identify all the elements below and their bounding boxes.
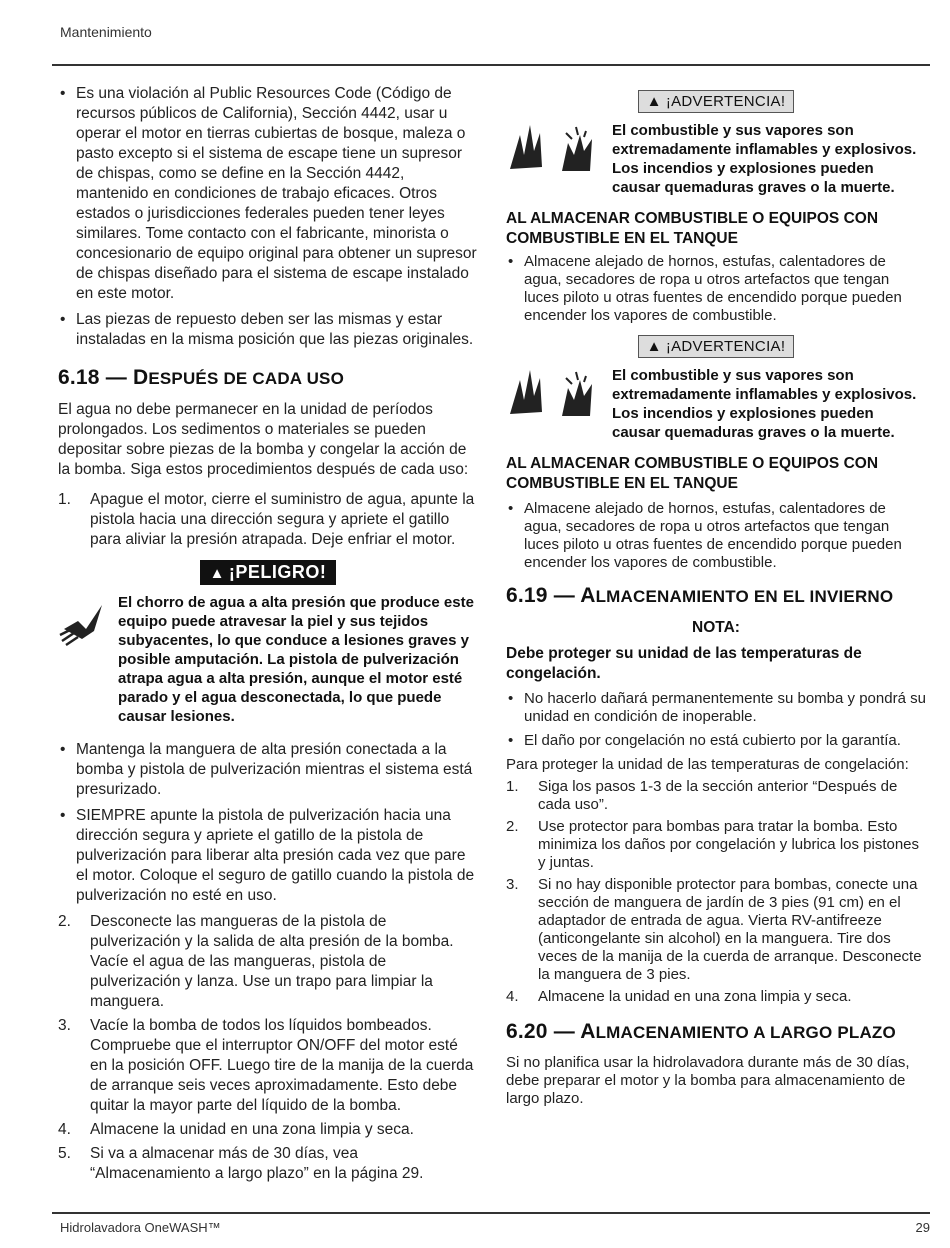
left-column <box>58 84 478 1188</box>
list-item: • El daño por congelación no está cubierto por la garantía. <box>506 732 926 750</box>
warning-text: El combustible y sus vapores son extremadamente inflamables y explosivos. Los incendios y explosiones pueden causar quemaduras graves o la muerte. <box>612 122 917 196</box>
section-heading-6-20: 6.20 — ALMACENAMIENTO A LARGO PLAZO <box>506 1020 896 1043</box>
list-item: 1. Siga los pasos 1-3 de la sección anterior “Después de cada uso”. <box>506 778 898 813</box>
section-heading-6-18: 6.18 — DESPUÉS DE CADA USO <box>58 366 345 389</box>
intro-bullet-list <box>58 84 478 350</box>
header-rule <box>52 64 930 66</box>
list-item: 4. Almacene la unidad en una zona limpia y seca. <box>506 988 852 1005</box>
running-header: Mantenimiento <box>60 24 152 40</box>
high-pressure-spray-icon <box>58 599 118 652</box>
warning-block <box>506 121 926 197</box>
danger-block <box>58 593 478 726</box>
list-item: 3. Vacíe la bomba de todos los líquidos bombeados. Compruebe que el interruptor ON/OFF del motor esté en la posición OFF. Luego tire de la manija de la cuerda de arranque seis veces aproximadamente. Esto debe quitar la mayor parte del líquido de la bomba. <box>58 1017 474 1114</box>
footer-rule <box>52 1212 930 1214</box>
warning-banner: ▲ ¡ADVERTENCIA! <box>506 90 926 113</box>
note-text: Debe proteger su unidad de las temperaturas de congelación. <box>506 645 862 682</box>
list-item: • Las piezas de repuesto deben ser las mismas y estar instaladas en la misma posición que las piezas originales. <box>58 310 478 350</box>
warning-block <box>506 366 926 442</box>
list-item: • Mantenga la manguera de alta presión conectada a la bomba y pistola de pulverización mientras el sistema está presurizado. <box>58 740 478 800</box>
danger-banner: ▲ ¡PELIGRO! <box>58 560 478 585</box>
steps-list <box>58 490 478 550</box>
list-item: 5. Si va a almacenar más de 30 días, vea “Almacenamiento a largo plazo” en la página 29. <box>58 1145 424 1182</box>
list-item: 2. Desconecte las mangueras de la pistola de pulverización y la salida de alta presión de la bomba. Vacíe el agua de las mangueras, pistola de pulverización y lanza. Use un trapo para limpiar la manguera. <box>58 913 454 1010</box>
list-item: 1. Apague el motor, cierre el suministro de agua, apunte la pistola hacia una dirección segura y apriete el gatillo para aliviar la presión atrapada. Deje enfriar el motor. <box>58 491 475 548</box>
list-item: 4. Almacene la unidad en una zona limpia y seca. <box>58 1121 414 1138</box>
list-item: 2. Use protector para bombas para tratar la bomba. Esto minimiza los daños por congelación y lubrica los pistones y juntas. <box>506 818 920 871</box>
section-text: Si no planifica usar la hidrolavadora durante más de 30 días, debe preparar el motor y la bomba para almacenamiento de largo plazo. <box>506 1054 910 1107</box>
warning-text: El combustible y sus vapores son extremadamente inflamables y explosivos. Los incendios y explosiones pueden causar quemaduras graves o la muerte. <box>612 367 917 441</box>
list-item: • Almacene alejado de hornos, estufas, calentadores de agua, secadores de ropa u otros artefactos que tengan luces piloto u otras fuentes de encendido porque pueden encender los vapores de combustible. <box>506 500 926 572</box>
footer-product: Hidrolavadora OneWASH™ <box>60 1220 221 1235</box>
warning-triangle-icon: ▲ <box>646 93 662 110</box>
danger-bullets <box>58 740 478 906</box>
danger-text: El chorro de agua a alta presión que produce este equipo puede atravesar la piel y sus tejidos subyacentes, lo que conduce a lesiones graves y posible amputación. La pistola de pulverización atrapa agua a alta presión, aunque el motor esté parado y el agua desconectada, lo que puede causar lesiones. <box>118 594 474 725</box>
warning-triangle-icon: ▲ <box>646 338 662 355</box>
section-intro: Para proteger la unidad de las temperaturas de congelación: <box>506 756 909 773</box>
section-intro: El agua no debe permanecer en la unidad de períodos prolongados. Los sedimentos o materiales se pueden depositar sobre piezas de la bomba y congelar la acción de la bomba. Siga estos procedimientos después de cada uso: <box>58 401 469 478</box>
fire-explosion-icon <box>506 121 612 182</box>
warning-triangle-icon: ▲ <box>209 565 225 582</box>
list-item: • Es una violación al Public Resources Code (Código de recursos públicos de California), Sección 4442, usar u operar el motor en tierras cubiertas de bosque, maleza o pasto excepto si el sistema de escape tiene un supresor de chispas, como se define en la Sección 4442, mantenido en condiciones de trabajo eficaces. Otros estados o jurisdicciones federales pueden tener leyes similares. Tome contacto con el fabricante, minorista o concesionario de equipo original para obtener un supresor de chispas diseñado para el sistema de escape instalado en este motor. <box>58 84 478 304</box>
right-column <box>506 90 926 1108</box>
page-number: 29 <box>915 1220 930 1235</box>
fire-explosion-icon <box>506 366 612 427</box>
list-item: • No hacerlo dañará permanentemente su bomba y pondrá su unidad en condición de inoperable. <box>506 690 926 726</box>
list-item: 3. Si no hay disponible protector para bombas, conecte una sección de manguera de jardín de 3 pies (91 cm) en el adaptador de entrada de agua. Vierta RV-antifreeze (anticongelante sin alcohol) en la manguera. Tire dos veces de la manija de la cuerda de arranque. Desconecte la manguera de 3 pies. <box>506 876 922 983</box>
steps-list <box>58 912 478 1184</box>
storage-bullets <box>506 500 926 572</box>
steps-list <box>506 778 926 1006</box>
warning-banner: ▲ ¡ADVERTENCIA! <box>506 335 926 358</box>
storage-bullets <box>506 253 926 325</box>
storage-heading: AL ALMACENAR COMBUSTIBLE O EQUIPOS CON COMBUSTIBLE EN EL TANQUE <box>506 210 879 247</box>
list-item: • SIEMPRE apunte la pistola de pulverización hacia una dirección segura y apriete el gatillo de la pistola de pulverización para liberar alta presión cada vez que pare el motor. Coloque el seguro de gatillo cuando la pistola de pulverización no esté en uso. <box>58 806 478 906</box>
list-item: • Almacene alejado de hornos, estufas, calentadores de agua, secadores de ropa u otros artefactos que tengan luces piloto u otras fuentes de encendido porque pueden encender los vapores de combustible. <box>506 253 926 325</box>
note-label: NOTA: <box>692 619 740 636</box>
note-bullets <box>506 690 926 750</box>
section-heading-6-19: 6.19 — ALMACENAMIENTO EN EL INVIERNO <box>506 584 894 607</box>
storage-heading: AL ALMACENAR COMBUSTIBLE O EQUIPOS CON COMBUSTIBLE EN EL TANQUE <box>506 455 879 492</box>
